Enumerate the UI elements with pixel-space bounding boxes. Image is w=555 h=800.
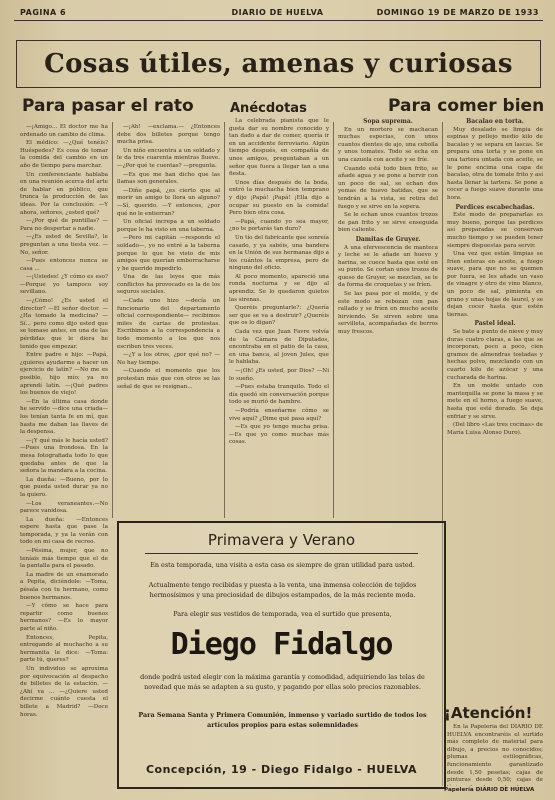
paragraph: Una de las leyes que más conflictos ha provocado es la de los seguros sociales. [117,274,220,296]
paragraph: Un tío del fabricante que sonreía casado, y ya sabéis, una bandera en la Unión de sus hermanas dijo a los cuántos la empresa, pero de ninguno del oficio. [229,234,329,272]
paragraph: —Es que me han dicho que las llamas son generales. [117,171,220,186]
paragraph: —Es que yo tengo mucha prisa. —Es que yo como muchas más cosas. [229,424,329,446]
ad-paragraph: Para elegir sus vestidos de temporada, vea el surtido que presenta, [173,610,392,618]
ad-paragraph: Actualmente tengo recibidas y puesta a la venta, una inmensa colección de tejidos hermosísimos y una preciosidad de dibujos estampados, de la más reciente moda. [148,581,417,599]
paragraph: —Los veraneantes.—No parece vanidosa. [20,500,108,515]
paragraph: En la Papelería del DIARIO DE HUELVA encontraréis el surtido más completo de material para dibujo, a precios no conocidos; plumas estilográficas, funcionamiento garantizado desde 1,50 pesetas; cajas de pinturas desde 0,50; cajas de [447,724,543,784]
column-anecdotas [229,118,329,517]
paragraph: —Cada uno hizo —decía un funcionario del departamento oficial correspondiente— recibimos miles de cartas de protestas. Escribimos a la correspondencia a todo momento a los que nos escriben tres veces. [117,298,220,350]
paragraph: —¿Por qué de puntillas? —Para no despertar a nadie. [20,218,108,232]
paragraph: —¡Oh! ¿Es usted, por Dios? —Ni lo sueño. [229,368,329,382]
paragraph: Queréis preguntarle?: ¿Quería ser que se va a destruir? ¿Queréis que os lo digan? [229,305,329,327]
paragraph: —¡Y qué más le hacía usted? —Pues una frondosa. En la mesa fotografiada todo lo que quedaba antes de que la señora la mandara a la cocina. [20,437,108,475]
section-title-anecdotas: Anécdotas [230,101,307,116]
paragraph: —¡Amigo... El doctor me ha ordenado un cambio de clima. [20,124,108,138]
atencion-body [447,724,543,786]
paragraph: —Pues estaba tranquilo. Todo el día quedó sin conversación porque todo se murió de hambre. [229,384,329,406]
paragraph: —En la última casa donde he servido —dice una criada— los tenían tanta fe en mí, que hasta me daban las llaves de la despensa. [20,398,108,436]
column-comer-1 [338,118,438,517]
paragraph: —Y cómo se hace para repartir como buenos hermanos? —Es lo mayor parte al niño. [20,603,108,632]
paragraph: —Papá, cuando yo sea mayor, ¿no te portarás tan duro? [229,218,329,233]
advertisement-box [117,521,446,789]
recipe-title: Perdices escabechadas. [455,203,535,211]
column-comer-2 [447,118,543,700]
ad-address: Concepción, 19 - Diego Fidalgo - HUELVA [145,763,418,776]
newspaper-name: DIARIO DE HUELVA [231,8,324,17]
ad-paragraph: En esta temporada, una visita a esta casa es siempre de gran utilidad para usted. [150,561,415,569]
column-rule [112,122,113,518]
paragraph: Este modo de prepararlas es muy bueno, porque las perdices así preparadas se conservan mucho tiempo y se pueden tener siempre dispuestas para servir. [447,212,543,249]
paragraph: —Pero mi capitán —responde el soldado—, yo no entré a la taberna porque lo que he visto de mis amigos que querían emborracharse y he querido impedirlo. [117,235,220,272]
section-title-comer: Para comer bien [388,96,545,116]
title-box [16,40,541,88]
paragraph: Muy desalado se limpia de espinas y pellejo medio kilo de bacalao y se separa en lascas. Se prepara una torta y se pone en una tartera untada con aceite, se le pone encima una capa de bacalao, otra de tomate frito y así hasta llenar la tartera. Se pone a cocer a fuego suave durante una hora. [447,126,543,201]
recipe-title: Damitas de Gruyer. [355,235,421,243]
paragraph: Unos días después de la boda, entró la muchacha bien temprano y dijo ¡Papá! ¡Papá! ¡Ella dijo a ocupar su puesto en la comida! Pero bien otra cosa. [229,179,329,217]
page-header [14,6,541,20]
paragraph: En un molde untado con mantequilla se pone la masa y se mete en el horno, a fuego suave, hasta que esté dorado. Se deja enfriar y se sirve. [447,383,543,420]
ad-title: Primavera y Verano [207,531,356,549]
paragraph: El médico: —¿Qué tenéis? Huéspedes? Es cosa de tomar la comida del cambio en un año de tiempo para marchar. [20,140,108,169]
ad-brand-name: Diego Fidalgo [170,627,393,662]
paragraph: Entonces, Pepita, entregando al muchacho a su hermanita le dice: —Toma: parte tú, queres? [20,634,108,664]
page-number: PAGINA 6 [20,8,67,17]
ad-title-rule [145,553,418,554]
paragraph: Una vez que están limpias se fríen enteras en aceite, a fuego suave, para que no se quemen por fuera, se les añade un vaso de vinagre y otro de vino blanco, un poco de sal, pimienta en grano y unas hojas de laurel, y se dejan cocer hasta que estén tiernas. [447,251,543,318]
paragraph: Cuando está todo bien frito, se añade agua y se pone a hervir con un poco de sal, se echan dos yemas de huevo batidas, que se tendrán a la vista, se retira del fuego y se sirve en la sopera. [338,165,438,210]
paragraph: —Diñe papá, ¿es cierto que al morir un amigo te llora un alguno? —Sí, querido. —Y entonces, ¿por qué no le entierran? [117,187,220,217]
paragraph: La dueña: —Bueno, por lo que pueda usted durar ya no la quiero. [20,476,108,498]
paragraph: Cada vez que Juan Favre volvía de la Cámara de Diputados, encontraba en el patio de la casa, en una banca, al joven Jules, que le hablaba. [229,329,329,366]
paragraph: Un niño encuentra a un soldado y le da tres cuarenta mientras llueve. —¿Por qué te cuentas? —pregunta. [117,147,220,169]
paragraph: Un individuo se aproxima por equivocación al despacho de billetes de la estación. —¿Ahí va ... —¿Quiere usted decirme cuánto cuesta el billete a Madrid? —Doce horas. [20,665,108,718]
paragraph: Entre padre e hijo: —Papá, ¿quieres ayudarme a hacer un ejercicio de latín? —No me es posible, hijo mío; ya no aprendí latín. —¡Qué padres los buenos de viejo! [20,352,108,397]
issue-date: DOMINGO 19 DE MARZO DE 1933 [376,8,539,17]
paragraph: —¿Es usted de Sevilla?, le preguntan a una tiesta vez. —No, señor. [20,234,108,256]
atencion-title: ¡Atención! [444,704,533,722]
page-title: Cosas útiles, amenas y curiosas [44,49,513,79]
paragraph: —¡Ustedes! ¿Y cómo es eso? —Porque yo tampoco soy sevillano. [20,274,108,296]
paragraph: —Podría enseñarme cómo se vive aquí? ¿Dime qué pasa aquí? [229,407,329,422]
paragraph: —Cuando el momento que los protestan más que con otros se las señal de que se resignan... [117,368,220,390]
column-rato-2 [117,124,220,517]
paragraph: En un mortero se machacan muchas especias, con unos cuantos dientes de ajo, una cebolla y unos tomates. Todo se echa en una cazuela con aceite y se fríe. [338,126,438,163]
paragraph: Al poco momento, apareció una ronda nocturna y se dijo al aprendiz. Se lo quedaron quietos las sirenas. [229,273,329,303]
recipe-title: Sopa suprema. [363,118,413,125]
paragraph: Un conferenciante hablaba en una reunión acerca del arte de hablar en público, que trunca la producción de las ideas. Por la conclusión: —Y ahora, señores, ¿usted qué? [20,171,108,216]
paragraph: La dueña: —Entonces espere hasta que pase la temporada, y ya la verán con todo en mi casa de recreo. [20,516,108,546]
recipe-title: Bacalao en torta. [466,118,524,125]
ad-paragraph: Para Semana Santa y Primera Comunión, inmenso y variado surtido de todos los artículos propios para estas solemnidades [138,711,427,729]
column-rato [20,124,108,788]
paragraph: Se bate a punto de nieve y muy duras cuatro claras, a las que se incorporan, poco a poco, cien gramos de almendras tostadas y hechas polvo, mezclando con un cuarto kilo de azúcar y una cucharada de harina. [447,329,543,381]
paragraph: —Pues entonces nunca se casa ... [20,258,108,272]
column-rule [224,122,225,518]
column-rule [333,122,334,518]
paragraph: Se las pasa por el molde, y de este modo se rebozan con pan rallado y se fríen en mucho aceite hirviendo. Se sirven sobre una servilleta, acompañadas de berros muy frescos. [338,291,438,336]
paragraph: Se le echan unos cuantos trozos de pan frito y se sirve enseguida bien caliente. [338,212,438,234]
atencion-footer: Papelería DIARIO DE HUELVA [444,787,535,793]
paragraph: Un oficial increpa a un soldado porque le ha visto en una taberna. [117,219,220,233]
ad-paragraph: donde podrá usted elegir con la máxima garantía y comodidad, adquiriendo las telas de novedad que más se adapten a su gusto, y pagando por ellas solo precios razonables. [140,673,425,691]
paragraph: —¿Y a los otros, ¿por qué no? —No hay tiempo. [117,352,220,366]
paragraph: —¡Ah! —exclama.— ¿Entonces debe dos billetes porque tengo mucha prisa. [117,124,220,146]
header-rule [14,20,543,21]
recipe-title: Pastel ideal. [474,320,516,328]
paragraph: La celebrada pianista que le gusta dar su nombre conocido y tan dado a dar de comer, quería ir en un accidente ferroviario. Algún tiempo después, en compañía de unos amigos, preguntaban a un señor que fuera a llegar tan a una fiesta. [229,118,329,178]
paragraph: La madre de un enamorado a Pepita, diciéndole: —Toma, pésala con tu hermano, como buenos hermanos. [20,571,108,601]
paragraph: —¿Cómo! ¿Es usted el director? —El señor doctor. —¿Ha tomado la medicina? —Sí... pero como dijo usted que se tomase antes, en una de las pérdidas que le diera he tenido que empezar. [20,298,108,350]
paragraph: —Pésima, mujer, que no teníais más tiempo que el de la pantalla para el pasado. [20,548,108,570]
paragraph: A una efervescencia de manteca y leche se le añade un huevo y harina, se cuece hasta que esté en su punto. Se cortan unos trozos de queso de Gruyer, se mezclan, se le da forma de croquetas y se fríen. [338,244,438,289]
paragraph: (Del libro «Las tres cocinas» de María Luisa Alonso Duro). [447,422,543,436]
section-title-rato: Para pasar el rato [22,96,194,116]
